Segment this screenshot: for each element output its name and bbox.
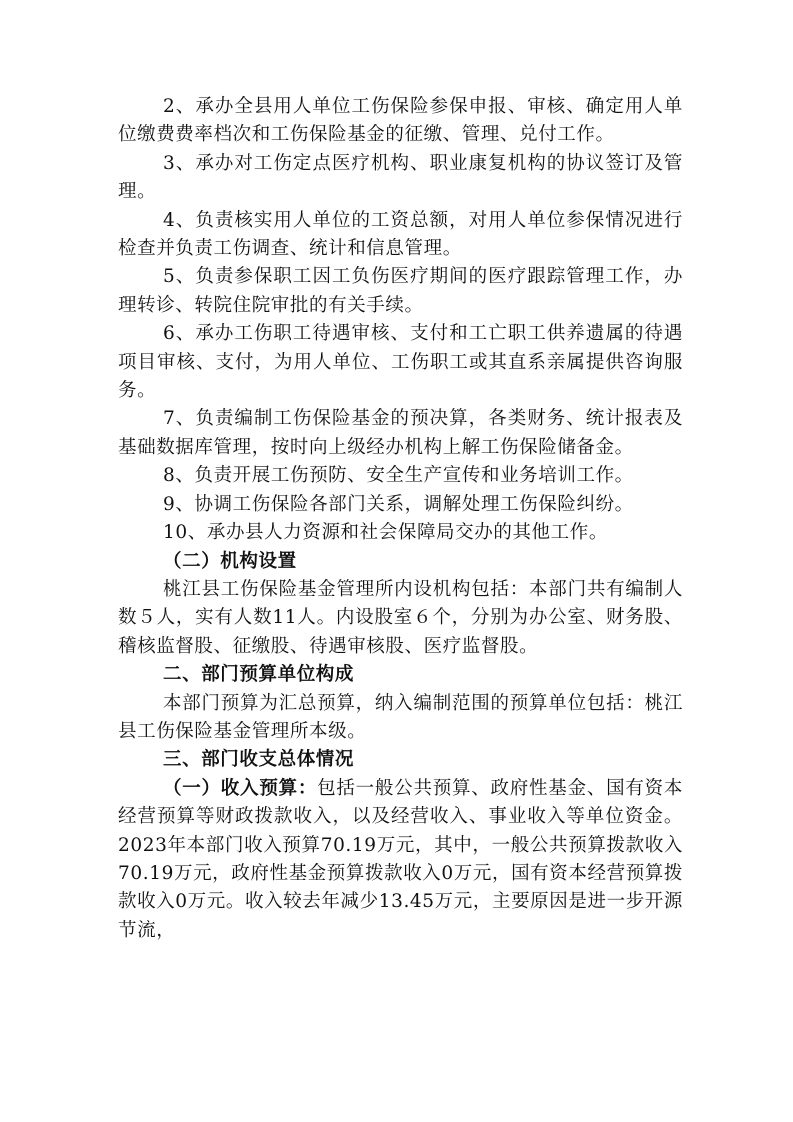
income-budget-paragraph: [118, 775, 683, 945]
duty-item-5: 5、负责参保职工因工负伤医疗期间的医疗跟踪管理工作，办理转诊、转院住院审批的有关手续。: [118, 266, 683, 316]
duty-item-7: 7、负责编制工伤保险基金的预决算，各类财务、统计报表及基础数据库管理，按时向上级经办机构上解工伤保险储备金。: [118, 408, 683, 458]
section-units-heading: 二、部门预算单位构成: [163, 664, 355, 686]
section-org-heading: （二）机构设置: [163, 550, 297, 572]
income-budget-lead: （一）收入预算：: [163, 777, 318, 799]
section-units-text: 本部门预算为汇总预算，纳入编制范围的预算单位包括：桃江县工伤保险基金管理所本级。: [118, 692, 683, 742]
section-overall-heading: 三、部门收支总体情况: [163, 749, 355, 771]
duty-item-2: 2、承办全县用人单位工伤保险参保申报、审核、确定用人单位缴费费率档次和工伤保险基金的征缴、管理、兑付工作。: [118, 96, 683, 146]
duty-item-3: 3、承办对工伤定点医疗机构、职业康复机构的协议签订及管理。: [118, 152, 683, 203]
income-budget-text: 包括一般公共预算、政府性基金、国有资本经营预算等财政拨款收入，以及经营收入、事业收入等单位资金。2023年本部门收入预算70.19万元，其中，一般公共预算拨款收入70.19万元，政府性基金预算拨款收入0万元，国有资本经营预算拨款收入0万元。收入较去年减少13.45万元，主要原因是进一步开源节流，: [118, 777, 683, 941]
duty-item-6: 6、承办工伤职工待遇审核、支付和工亡职工供养遗属的待遇项目审核、支付，为用人单位、工伤职工或其直系亲属提供咨询服务。: [118, 323, 683, 402]
duty-item-8: 8、负责开展工伤预防、安全生产宣传和业务培训工作。: [163, 465, 634, 487]
duty-item-10: 10、承办县人力资源和社会保障局交办的其他工作。: [163, 522, 608, 544]
duty-item-4: 4、负责核实用人单位的工资总额，对用人单位参保情况进行检查并负责工伤调查、统计和信息管理。: [118, 209, 683, 260]
section-org-text: 桃江县工伤保险基金管理所内设机构包括：本部门共有编制人数５人，实有人数11人。内设股室６个，分别为办公室、财务股、稽核监督股、征缴股、待遇审核股、医疗监督股。: [118, 578, 683, 657]
duty-item-9: 9、协调工伤保险各部门关系，调解处理工伤保险纠纷。: [163, 493, 634, 515]
document-body: [118, 93, 683, 945]
